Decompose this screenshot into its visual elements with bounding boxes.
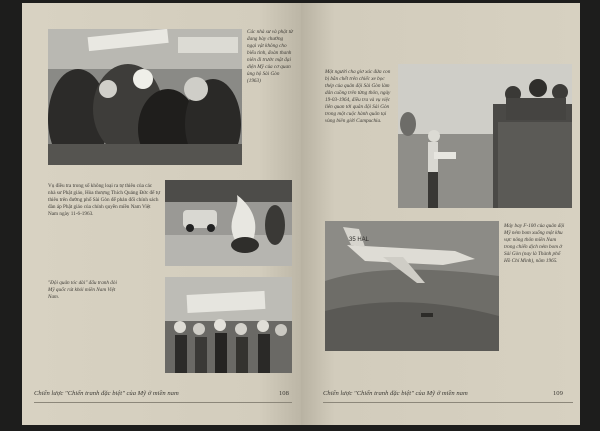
caption-armored-vehicle: Một người cha giơ xác đứa con bị bắn chết trên chiếc xe bọc thép của quân đội Sài Gòn làm dân cuồng trên từng thôn, ngày 19-03-1964, điều tra và vụ việc liên quan tới quân đội Sài Gòn trong một cuộc hành quân tại vùng biên giới Campuchia.: [325, 69, 391, 124]
caption-immolation: Vụ điều tra trong số không loại ra tự thiêu của các nhà sư Phật giáo, Hòa thượng Thích Quảng Đức để tự thiêu trên đường phố Sài Gòn để phản đối chính sách đàn áp Phật giáo của chính quyền miền Nam Việt Nam ngày 11-6-1963.: [48, 183, 161, 217]
left-page: [22, 3, 301, 425]
photo-f100-bombing: [325, 221, 499, 351]
left-footer-title: Chiến lược "Chiến tranh đặc biệt" của Mỹ ở miền nam: [34, 390, 179, 397]
right-page: [301, 3, 580, 425]
right-footer-title: Chiến lược "Chiến tranh đặc biệt" của Mỹ ở miền nam: [323, 390, 468, 397]
caption-protest: Các nhà sư và phật tử đang bày chướng ngại vật không cho biểu tình, đoàn thanh niên đi trước mặt đại diện Mỹ của cơ quan ủng hộ Sài Gòn (1963): [247, 29, 293, 84]
photo-long-haired-army: [165, 277, 292, 373]
plane-tail-text: 35 HAL: [349, 237, 370, 243]
caption-f100: Máy bay F-100 của quân đội Mỹ ném bom xuống một khu vực nông thôn miền Nam trong chiến dịch ném bom ở Sài Gòn (nay là Thành phố Hồ Chí Minh), năm 1965.: [504, 223, 565, 264]
left-page-number: 108: [279, 390, 289, 397]
caption-long-haired-army: "Đội quân tóc dài" đấu tranh đòi Mỹ quốc rút khỏi miền Nam Việt Nam.: [48, 280, 117, 300]
photo-street-immolation: [165, 180, 292, 266]
photo-protest-crowd: [48, 29, 242, 165]
book-spread: [22, 3, 580, 425]
left-footer-rule: [34, 402, 292, 403]
right-footer-rule: [323, 402, 573, 403]
photo-armored-vehicle: [398, 64, 572, 208]
right-page-number: 109: [553, 390, 563, 397]
